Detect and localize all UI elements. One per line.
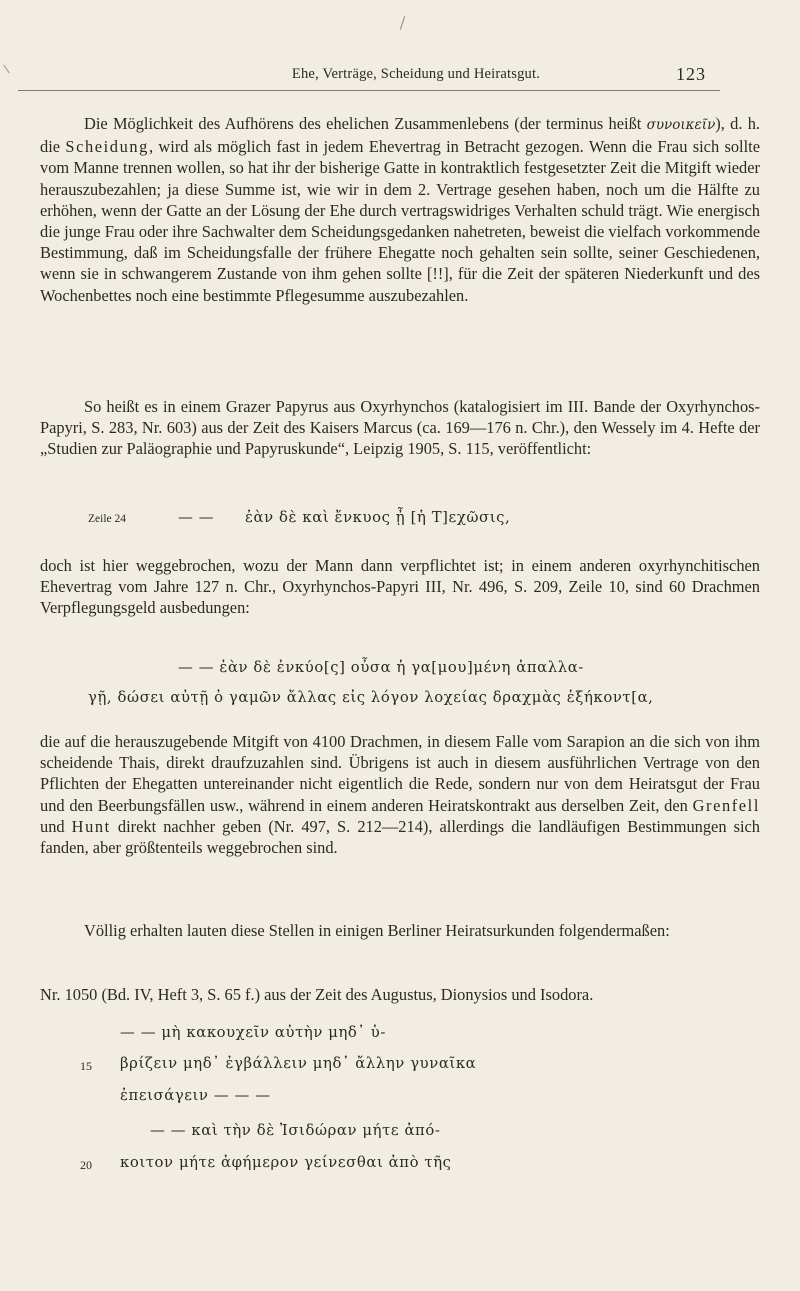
paragraph-text: direkt nachher geben (Nr. 497, S. 212—214), allerdings die landläufigen Bestimmungen sich fanden, aber größtenteils weggebrochen sind. bbox=[40, 816, 760, 858]
spaced-name: Hunt bbox=[71, 816, 111, 836]
page-number: 123 bbox=[676, 64, 706, 84]
header-rule bbox=[18, 90, 720, 91]
page-header bbox=[36, 56, 796, 86]
greek-quote-line: κοιτον μήτε ἀφήμερον γείνεσθαι ἀπὸ τῆς bbox=[120, 1154, 452, 1171]
greek-quote-line: ἐπεισάγειν — — — bbox=[120, 1087, 271, 1104]
paragraph-text: ), d. h. die bbox=[40, 114, 760, 157]
greek-quote-line: — — ἐὰν δὲ ἐνκύο[ς] οὖσα ἡ γα[μου]μένη ἀπαλλα- bbox=[178, 659, 584, 676]
paragraph-mitgift bbox=[40, 731, 760, 858]
paragraph-text: doch ist hier weggebrochen, wozu der Mann dann verpflichtet ist; in einem anderen oxyrhynchitischen Ehevertrag vom Jahre 127 n. Chr., Oxyrhynchos-Papyri III, Nr. 496, S. 209, Zeile 10, sind 60 Drachmen Verpflegungsgeld ausbedungen: bbox=[40, 556, 760, 618]
spaced-name: Grenfell bbox=[692, 795, 760, 815]
line-label: Zeile 24 bbox=[88, 513, 126, 525]
paragraph-oxyrhynchitisch bbox=[40, 555, 760, 619]
pencil-mark bbox=[400, 16, 405, 30]
line-number: 15 bbox=[80, 1059, 92, 1073]
greek-quote-line: — — καὶ τὴν δὲ Ἰσιδώραν μήτε ἀπό- bbox=[150, 1122, 441, 1139]
quote-dashes: — — bbox=[178, 509, 215, 526]
paragraph-text: die auf die herauszugebende Mitgift von 4100 Drachmen, in diesem Falle vom Sarapion an die sich von ihm scheidende Thais, direkt draufzuzahlen sind. Übrigens ist auch in diesem ausführlichen Vertrage von den Pflichten der Ehegatten untereinander nicht eigentlich die Rede, sondern nur von dem Heiratsgut der Frau und den Beerbungsfällen usw., während in einem anderen Heiratskontrakt aus derselben Zeit, den bbox=[40, 732, 760, 815]
line-number: 20 bbox=[80, 1158, 92, 1172]
greek-quote-line: βρίζειν μηδ᾽ ἐγβάλλειν μηδ᾽ ἄλλην γυναῖκα bbox=[120, 1055, 477, 1072]
paragraph-text: So heißt es in einem Grazer Papyrus aus Oxyrhynchos (katalogisiert im III. Bande der Oxyrhynchos-Papyri, S. 283, Nr. 603) aus der Zeit des Kaisers Marcus (ca. 169—176 n. Chr.), den Wessely im 4. Hefte der „Studien zur Paläographie und Papyruskunde“, Leipzig 1905, S. 115, veröffentlicht: bbox=[40, 397, 760, 459]
spaced-term: Scheidung bbox=[65, 137, 149, 157]
paragraph-text: , wird als möglich fast in jedem Ehevertrag in Betracht gezogen. Wenn die Frau sich sollte vom Manne trennen wollen, so hat ihr der bisherige Gatte in kontraktlich festgesetzter Zeit die Mitgift wieder herauszubezahlen; ja diese Summe ist, wie wir in dem 2. Vertrage gesehen haben, noch um die Hälfte zu erhöhen, wenn der Gatte an der Lösung der Ehe durch vertragswidriges Verhalten schuld trägt. Wie energisch die junge Frau oder ihre Sachwalter dem Scheidungsgedanken nahetreten, beweist die vielfach vorkommende Bestimmung, daß im Scheidungsfalle der frühere Ehegatte noch gehalten sein sollte, seiner Geschiedenen, wenn sie in schwangerem Zustande von ihm gehen sollte [!!], für die Zeit der späteren Niederkunft und des Wochenbettes noch eine bestimmte Pflegesumme auszubezahlen. bbox=[40, 137, 760, 305]
paragraph-text: Die Möglichkeit des Aufhörens des ehelichen Zusammenlebens (der terminus heißt bbox=[84, 114, 642, 133]
greek-term: συνοικεῖν bbox=[646, 117, 716, 133]
pencil-mark-margin bbox=[3, 65, 10, 74]
paragraph-scheidung bbox=[40, 113, 760, 306]
running-title: Ehe, Verträge, Scheidung und Heiratsgut. bbox=[291, 66, 541, 82]
paragraph-text: Völlig erhalten lauten diese Stellen in einigen Berliner Heiratsurkunden folgendermaßen: bbox=[84, 921, 670, 940]
greek-quote-line: γῇ, δώσει αὐτῇ ὁ γαμῶν ἄλλας εἰς λόγον λοχείας δραχμὰς ἑξήκοντ[α, bbox=[88, 689, 654, 706]
paragraph-berliner bbox=[40, 920, 760, 941]
greek-quote-line: — — μὴ κακουχεῖν αὐτὴν μηδ᾽ ὑ- bbox=[120, 1024, 386, 1041]
paragraph-grazer-papyrus bbox=[40, 396, 760, 460]
source-reference: Nr. 1050 (Bd. IV, Heft 3, S. 65 f.) aus der Zeit des Augustus, Dionysios und Isodora. bbox=[40, 985, 594, 1004]
greek-quote: ἐὰν δὲ καὶ ἔνκυος ᾖ [ἡ Τ]εχῶσις, bbox=[245, 509, 511, 526]
paragraph-text: und bbox=[40, 816, 65, 836]
